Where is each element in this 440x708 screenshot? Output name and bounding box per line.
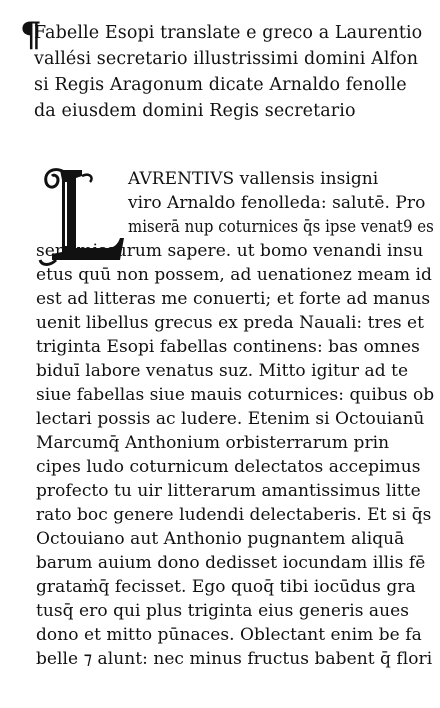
body-line-1: AVRENTIVS vallensis insigni — [128, 169, 379, 189]
body-line-12: Marcumq̄ Anthonium orbisterrarum prin — [36, 433, 390, 453]
heading-line-4: da eiusdem domini Regis secretario — [34, 101, 356, 121]
body-line-19: tusq̄ ero qui plus triginta eius generis aues — [36, 601, 410, 621]
heading-line-1: Fabelle Esopi translate e greco a Laurentio — [34, 23, 423, 43]
body-line-5: etus quū non possem, ad uenationez meam id — [36, 265, 432, 285]
body-line-4: sem missurum sapere. ut bomo venandi insu — [36, 241, 424, 261]
body-line-17: barum auium dono dedisset iocundam illis fē — [36, 553, 426, 573]
body-line-21: belle ⁊ alunt: nec minus fructus babent q̄ flori — [36, 649, 433, 669]
body-line-15: rato boc genere ludendi delectaberis. Et si q̄s — [36, 505, 432, 525]
body-line-3: miserā nup coturnices q̄s ipse venat9 es — [128, 217, 434, 237]
body-line-16: Octouiano aut Anthonio pugnantem aliquā — [36, 529, 405, 549]
body-line-9: biduī labore venatus suz. Mitto igitur ad te — [36, 361, 409, 381]
body-line-11: lectari possis ac ludere. Etenim si Octouianū — [36, 409, 425, 429]
body-line-14: profecto tu uir litterarum amantissimus litte — [36, 481, 421, 501]
body-line-18: grataṁq̄ fecisset. Ego quoq̄ tibi iocūdus gra — [36, 577, 416, 597]
body-line-2: viro Arnaldo fenolleda: salutē. Pro — [128, 193, 426, 213]
heading-line-3: si Regis Aragonum dicate Arnaldo fenolle — [34, 75, 407, 95]
pilcrow-icon: ¶ — [20, 15, 42, 55]
body-line-7: uenit libellus grecus ex preda Nauali: tres et — [36, 313, 425, 333]
body-line-13: cipes ludo coturnicum delectatos accepimus — [36, 457, 421, 477]
body-line-10: siue fabellas siue mauis coturnices: quibus ob — [36, 385, 435, 405]
body-line-20: dono et mitto pūnaces. Oblectant enim be fa — [36, 625, 422, 645]
heading-line-2: vallési secretario illustrissimi domini Alfon — [34, 49, 419, 69]
body-line-6: est ad litteras me conuerti; et forte ad manus — [36, 289, 431, 309]
body-line-8: triginta Esopi fabellas continens: bas omnes — [36, 337, 420, 357]
